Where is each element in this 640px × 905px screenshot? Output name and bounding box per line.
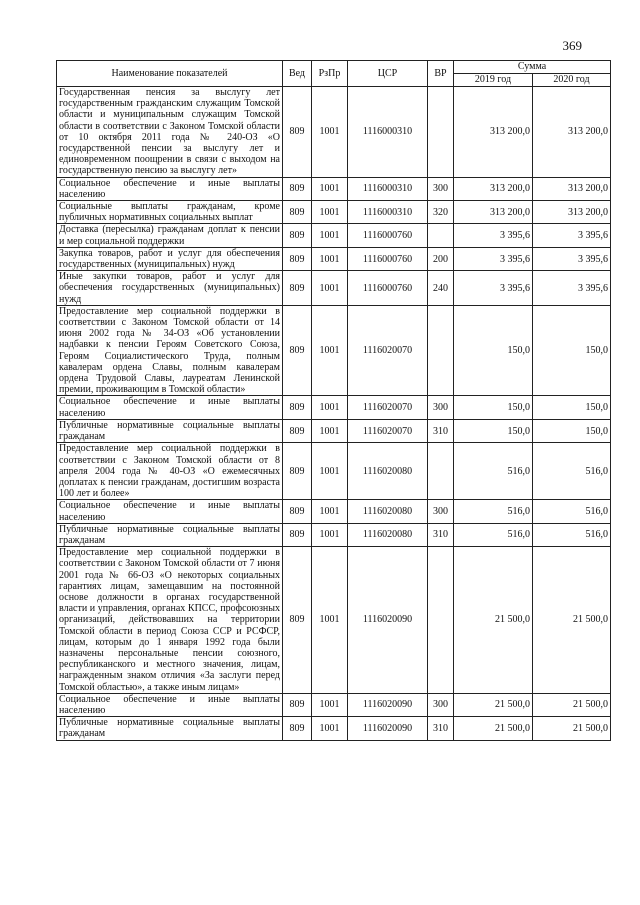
table-row (57, 271, 611, 306)
row-sum-2020: 21 500,0 (533, 693, 611, 716)
table-row (57, 717, 611, 740)
header-rzpr: РзПр (312, 61, 348, 87)
row-ved: 809 (283, 305, 312, 396)
row-sum-2019: 21 500,0 (454, 693, 533, 716)
table-row (57, 693, 611, 716)
row-sum-2020: 3 395,6 (533, 271, 611, 306)
row-rzpr: 1001 (312, 271, 348, 306)
row-name: Предоставление мер социальной поддержки в соответствии с Законом Томской области от 8 апреля 2004 года № 40-ОЗ «О ежемесячных доплатах к пенсии гражданам, достигшим возраста 100 лет и более» (57, 443, 283, 500)
row-vr (428, 87, 454, 178)
row-csr: 1116000760 (348, 247, 428, 270)
row-rzpr: 1001 (312, 247, 348, 270)
header-ved: Вед (283, 61, 312, 87)
row-ved: 809 (283, 271, 312, 306)
row-csr: 1116020070 (348, 396, 428, 419)
row-sum-2020: 313 200,0 (533, 177, 611, 200)
row-rzpr: 1001 (312, 693, 348, 716)
row-rzpr: 1001 (312, 547, 348, 694)
row-sum-2019: 150,0 (454, 419, 533, 442)
table-row (57, 500, 611, 523)
row-ved: 809 (283, 500, 312, 523)
page-number: 369 (562, 38, 582, 53)
header-year-2020: 2020 год (533, 74, 611, 87)
row-sum-2020: 150,0 (533, 305, 611, 396)
row-csr: 1116020090 (348, 693, 428, 716)
row-rzpr: 1001 (312, 87, 348, 178)
row-name: Социальное обеспечение и иные выплаты населению (57, 396, 283, 419)
row-name: Публичные нормативные социальные выплаты гражданам (57, 523, 283, 546)
row-rzpr: 1001 (312, 500, 348, 523)
row-ved: 809 (283, 396, 312, 419)
row-sum-2019: 3 395,6 (454, 247, 533, 270)
row-vr: 310 (428, 419, 454, 442)
row-ved: 809 (283, 224, 312, 247)
row-name: Доставка (пересылка) гражданам доплат к пенсии и мер социальной поддержки (57, 224, 283, 247)
row-csr: 1116000760 (348, 224, 428, 247)
row-ved: 809 (283, 717, 312, 740)
row-vr (428, 443, 454, 500)
row-rzpr: 1001 (312, 523, 348, 546)
row-sum-2020: 3 395,6 (533, 247, 611, 270)
row-ved: 809 (283, 547, 312, 694)
row-sum-2020: 3 395,6 (533, 224, 611, 247)
row-csr: 1116020080 (348, 523, 428, 546)
table-row (57, 396, 611, 419)
row-ved: 809 (283, 87, 312, 178)
row-vr: 300 (428, 500, 454, 523)
row-sum-2019: 516,0 (454, 523, 533, 546)
row-name: Социальное обеспечение и иные выплаты населению (57, 500, 283, 523)
budget-table (56, 60, 611, 741)
row-csr: 1116020090 (348, 717, 428, 740)
row-vr (428, 305, 454, 396)
row-vr: 240 (428, 271, 454, 306)
row-sum-2019: 150,0 (454, 305, 533, 396)
row-csr: 1116020080 (348, 500, 428, 523)
row-name: Государственная пенсия за выслугу лет государственным гражданским служащим Томской области и муниципальным служащим Томской области в соответствии с Законом Томской области от 10 октября 2011 года № 240-ОЗ «О государственной пенсии за выслугу лет и единовременном поощрении в связи с выходом на государственную пенсию за выслугу лет» (57, 87, 283, 178)
row-csr: 1116020070 (348, 419, 428, 442)
row-rzpr: 1001 (312, 201, 348, 224)
table-row (57, 443, 611, 500)
row-csr: 1116000310 (348, 87, 428, 178)
row-ved: 809 (283, 201, 312, 224)
row-vr: 300 (428, 177, 454, 200)
row-vr: 310 (428, 523, 454, 546)
row-sum-2019: 21 500,0 (454, 547, 533, 694)
row-sum-2019: 3 395,6 (454, 224, 533, 247)
row-csr: 1116000310 (348, 201, 428, 224)
row-name: Социальное обеспечение и иные выплаты населению (57, 693, 283, 716)
row-csr: 1116020070 (348, 305, 428, 396)
row-vr: 200 (428, 247, 454, 270)
row-vr (428, 547, 454, 694)
row-rzpr: 1001 (312, 396, 348, 419)
row-sum-2020: 313 200,0 (533, 87, 611, 178)
row-csr: 1116020090 (348, 547, 428, 694)
header-year-2019: 2019 год (454, 74, 533, 87)
header-csr: ЦСР (348, 61, 428, 87)
row-name: Иные закупки товаров, работ и услуг для обеспечения государственных (муниципальных) нужд (57, 271, 283, 306)
table-row (57, 305, 611, 396)
table-row (57, 419, 611, 442)
row-csr: 1116000310 (348, 177, 428, 200)
table-row (57, 224, 611, 247)
row-csr: 1116000760 (348, 271, 428, 306)
row-ved: 809 (283, 177, 312, 200)
row-sum-2020: 150,0 (533, 396, 611, 419)
row-rzpr: 1001 (312, 443, 348, 500)
row-name: Социальное обеспечение и иные выплаты населению (57, 177, 283, 200)
row-vr: 320 (428, 201, 454, 224)
row-name: Публичные нормативные социальные выплаты гражданам (57, 419, 283, 442)
row-sum-2020: 21 500,0 (533, 717, 611, 740)
row-sum-2019: 150,0 (454, 396, 533, 419)
row-sum-2020: 516,0 (533, 443, 611, 500)
row-ved: 809 (283, 247, 312, 270)
row-ved: 809 (283, 523, 312, 546)
row-sum-2020: 150,0 (533, 419, 611, 442)
table-row (57, 87, 611, 178)
row-rzpr: 1001 (312, 177, 348, 200)
row-vr: 300 (428, 693, 454, 716)
row-sum-2019: 313 200,0 (454, 87, 533, 178)
table-row (57, 523, 611, 546)
row-rzpr: 1001 (312, 419, 348, 442)
row-name: Публичные нормативные социальные выплаты гражданам (57, 717, 283, 740)
row-sum-2019: 313 200,0 (454, 177, 533, 200)
row-name: Социальные выплаты гражданам, кроме публичных нормативных социальных выплат (57, 201, 283, 224)
row-sum-2019: 3 395,6 (454, 271, 533, 306)
row-sum-2020: 21 500,0 (533, 547, 611, 694)
row-ved: 809 (283, 443, 312, 500)
row-sum-2019: 21 500,0 (454, 717, 533, 740)
table-row (57, 177, 611, 200)
row-ved: 809 (283, 693, 312, 716)
row-sum-2019: 313 200,0 (454, 201, 533, 224)
row-vr: 310 (428, 717, 454, 740)
row-vr (428, 224, 454, 247)
row-name: Предоставление мер социальной поддержки в соответствии с Законом Томской области от 7 июня 2001 года № 66-ОЗ «О некоторых социальных гарантиях лицам, замещавшим на постоянной основе должности в органах государственной власти и управления, органах КПСС, профсоюзных организаций, действовавших на территории Томской области в период Союза ССР и РСФСР, лицам, которым до 1 января 1992 года были назначены персональные пенсии союзного, республиканского и местного значения, лицам, награжденным знаком отличия «За заслуги перед Томской областью», а также иным лицам» (57, 547, 283, 694)
row-name: Предоставление мер социальной поддержки в соответствии с Законом Томской области от 14 июня 2002 года № 34-ОЗ «Об установлении надбавки к пенсии Героям Советского Союза, Героям Социалистического Труда, полным кавалерам ордена Славы, полным кавалерам ордена Трудовой Славы, лауреатам Ленинской премии, проживающим в Томской области» (57, 305, 283, 396)
row-rzpr: 1001 (312, 717, 348, 740)
row-sum-2020: 516,0 (533, 500, 611, 523)
row-rzpr: 1001 (312, 224, 348, 247)
table-row (57, 547, 611, 694)
row-rzpr: 1001 (312, 305, 348, 396)
row-sum-2020: 516,0 (533, 523, 611, 546)
row-sum-2019: 516,0 (454, 443, 533, 500)
table-row (57, 201, 611, 224)
header-name: Наименование показателей (57, 61, 283, 87)
row-vr: 300 (428, 396, 454, 419)
header-vr: ВР (428, 61, 454, 87)
table-row (57, 247, 611, 270)
row-sum-2020: 313 200,0 (533, 201, 611, 224)
row-csr: 1116020080 (348, 443, 428, 500)
row-name: Закупка товаров, работ и услуг для обеспечения государственных (муниципальных) нужд (57, 247, 283, 270)
row-sum-2019: 516,0 (454, 500, 533, 523)
header-sum: Сумма (454, 61, 611, 74)
row-ved: 809 (283, 419, 312, 442)
